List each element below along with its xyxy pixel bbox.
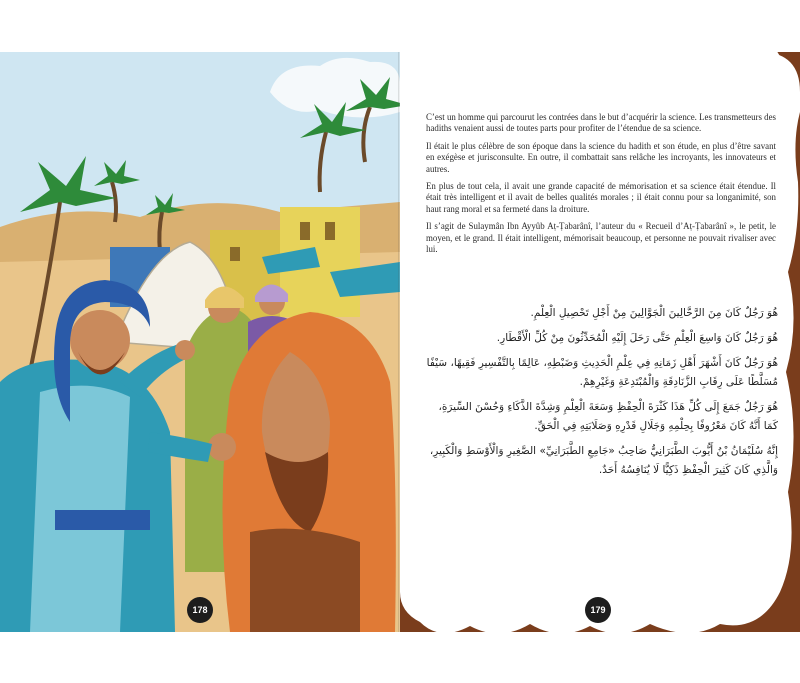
arabic-paragraph: هُوَ رَجُلٌ جَمَعَ إِلَى كُلِّ هَذَا كَثْرَةَ الْحِفْظِ وَسَعَةَ الْعِلْمِ وَشِدَّةَ الذَّكَاءِ وَحُسْنَ السِّيرَةِ، كَمَا أَنَّهُ كَانَ مَعْرُوفًا بِحِلْمِهِ وَجَلَالِ قَدْرِهِ وَصَلَابَتِهِ فِي الْحَقِّ. xyxy=(438,401,778,432)
french-paragraph: Il était le plus célèbre de son époque dans la science du hadith et son étude, en plus d’être savant en exégèse et jurisconsulte. En outre, il combattait sans relâche les incroyants, les innovateurs et autres. xyxy=(426,140,776,174)
illustration-scene xyxy=(0,52,400,632)
page-number-right: 179 xyxy=(585,597,611,623)
french-paragraph: Il s’agit de Sulaymân Ibn Ayyûb Aṭ-Ṭabarânî, l’auteur du « Recueil d’Aṭ-Ṭabarânî », le petit, le moyen, et le grand. Il était intelligent, mémorisait beaucoup, et personne ne pouvait rivaliser avec lui. xyxy=(426,221,776,255)
open-book xyxy=(0,52,800,632)
arabic-paragraph: هُوَ رَجُلٌ كَانَ مِنَ الرَّحَّالِينَ الْجَوَّالِينَ مِنْ أَجْلِ تَحْصِيلِ الْعِلْمِ. xyxy=(530,307,778,319)
french-paragraph: En plus de tout cela, il avait une grande capacité de mémorisation et sa science était étendue. Il était très intelligent et il avait de belles qualités morales ; il était connu pour sa longanimité, son haut rang moral et sa fermeté dans la droiture. xyxy=(426,181,776,214)
right-page xyxy=(400,52,800,632)
french-text-block xyxy=(426,112,776,261)
french-paragraph: C’est un homme qui parcourut les contrées dans le but d’acquérir la science. Les transmetteurs des hadiths venaient aussi de toutes parts pour profiter de l’étendue de sa science. xyxy=(426,112,776,134)
arabic-paragraph: هُوَ رَجُلٌ كَانَ أَشْهَرَ أَهْلِ زَمَانِهِ فِي عِلْمِ الْحَدِيثِ وَضَبْطِهِ، عَالِمًا بِالتَّفْسِيرِ فَقِيهًا، سَيْفًا مُسَلَّطًا عَلَى رِقَابِ الزَّنَادِقَةِ وَالْمُبْتَدِعَةِ وَغَيْرِهِمْ. xyxy=(426,357,778,388)
arabic-paragraph: إِنَّهُ سُلَيْمَانُ بْنُ أَيُّوبَ الطَّبَرَانِيُّ صَاحِبُ «جَامِعِ الطَّبَرَانِيِّ» الصَّغِيرِ وَالْأَوْسَطِ وَالْكَبِيرِ، وَالَّذِي كَانَ كَثِيرَ الْحِفْظِ ذَكِيًّا لَا يُنَافِسُهُ أَحَدٌ. xyxy=(429,445,778,476)
arabic-text-block xyxy=(422,304,778,486)
page-number-left: 178 xyxy=(187,597,213,623)
left-page xyxy=(0,52,400,632)
arabic-paragraph: هُوَ رَجُلٌ كَانَ وَاسِعَ الْعِلْمِ حَتَّى رَحَلَ إِلَيْهِ الْمُحَدِّثُونَ مِنْ كُلِّ الْأَقْطَارِ. xyxy=(496,332,778,344)
